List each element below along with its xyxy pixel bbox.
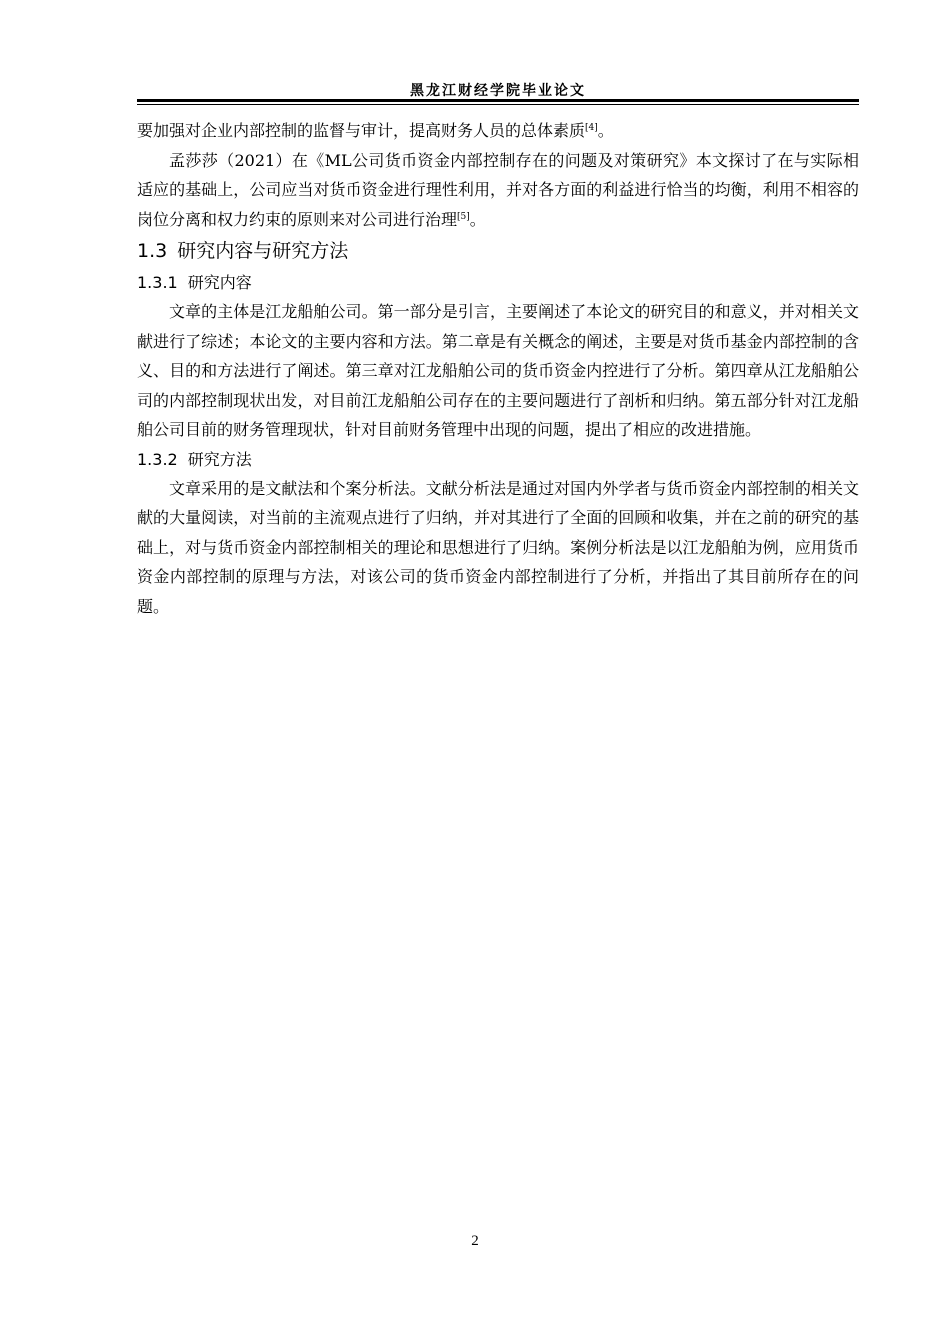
- subsection-heading-1-3-2: 1.3.2 研究方法: [137, 449, 252, 469]
- header-rule-thick: [137, 99, 859, 102]
- paragraph-continuation: 要加强对企业内部控制的监督与审计，提高财务人员的总体素质[4]。: [137, 121, 614, 140]
- page-header-title: 黑龙江财经学院毕业论文: [410, 83, 586, 99]
- page-number: 2: [471, 1233, 479, 1249]
- section-heading-1-3: 1.3 研究内容与研究方法: [137, 240, 349, 262]
- paragraph-research-content: 文章的主体是江龙船舶公司。第一部分是引言，主要阐述了本论文的研究目的和意义，并对相关文献进行了综述；本论文的主要内容和方法。第二章是有关概念的阐述，主要是对货币基金内部控制的含义、目的和方法进行了阐述。第三章对江龙船舶公司的货币资金内控进行了分析。第四章从江龙船舶公司的内部控制现状出发，对目前江龙船舶公司存在的主要问题进行了剖析和归纳。第五部分针对江龙船舶公司目前的财务管理现状，针对目前财务管理中出现的问题，提出了相应的改进措施。: [137, 302, 859, 439]
- paragraph-literature-review: 孟莎莎（2021）在《ML公司货币资金内部控制存在的问题及对策研究》本文探讨了在与实际相适应的基础上，公司应当对货币资金进行理性利用，并对各方面的利益进行恰当的均衡，利用不相容的岗位分离和权力约束的原则来对公司进行治理[5]。: [137, 150, 859, 229]
- page-content: [137, 116, 859, 621]
- citation-ref: [5]: [457, 211, 470, 222]
- subsection-heading-1-3-1: 1.3.1 研究内容: [137, 273, 252, 292]
- header-rule-thin: [137, 104, 859, 105]
- paragraph-research-method: 文章采用的是文献法和个案分析法。文献分析法是通过对国内外学者与货币资金内部控制的相关文献的大量阅读，对当前的主流观点进行了归纳，并对其进行了全面的回顾和收集，并在之前的研究的基础上，对与货币资金内部控制相关的理论和思想进行了归纳。案例分析法是以江龙船舶为例，应用货币资金内部控制的原理与方法，对该公司的货币资金内部控制进行了分析，并指出了其目前所存在的问题。: [137, 478, 859, 616]
- citation-ref: [4]: [585, 123, 598, 133]
